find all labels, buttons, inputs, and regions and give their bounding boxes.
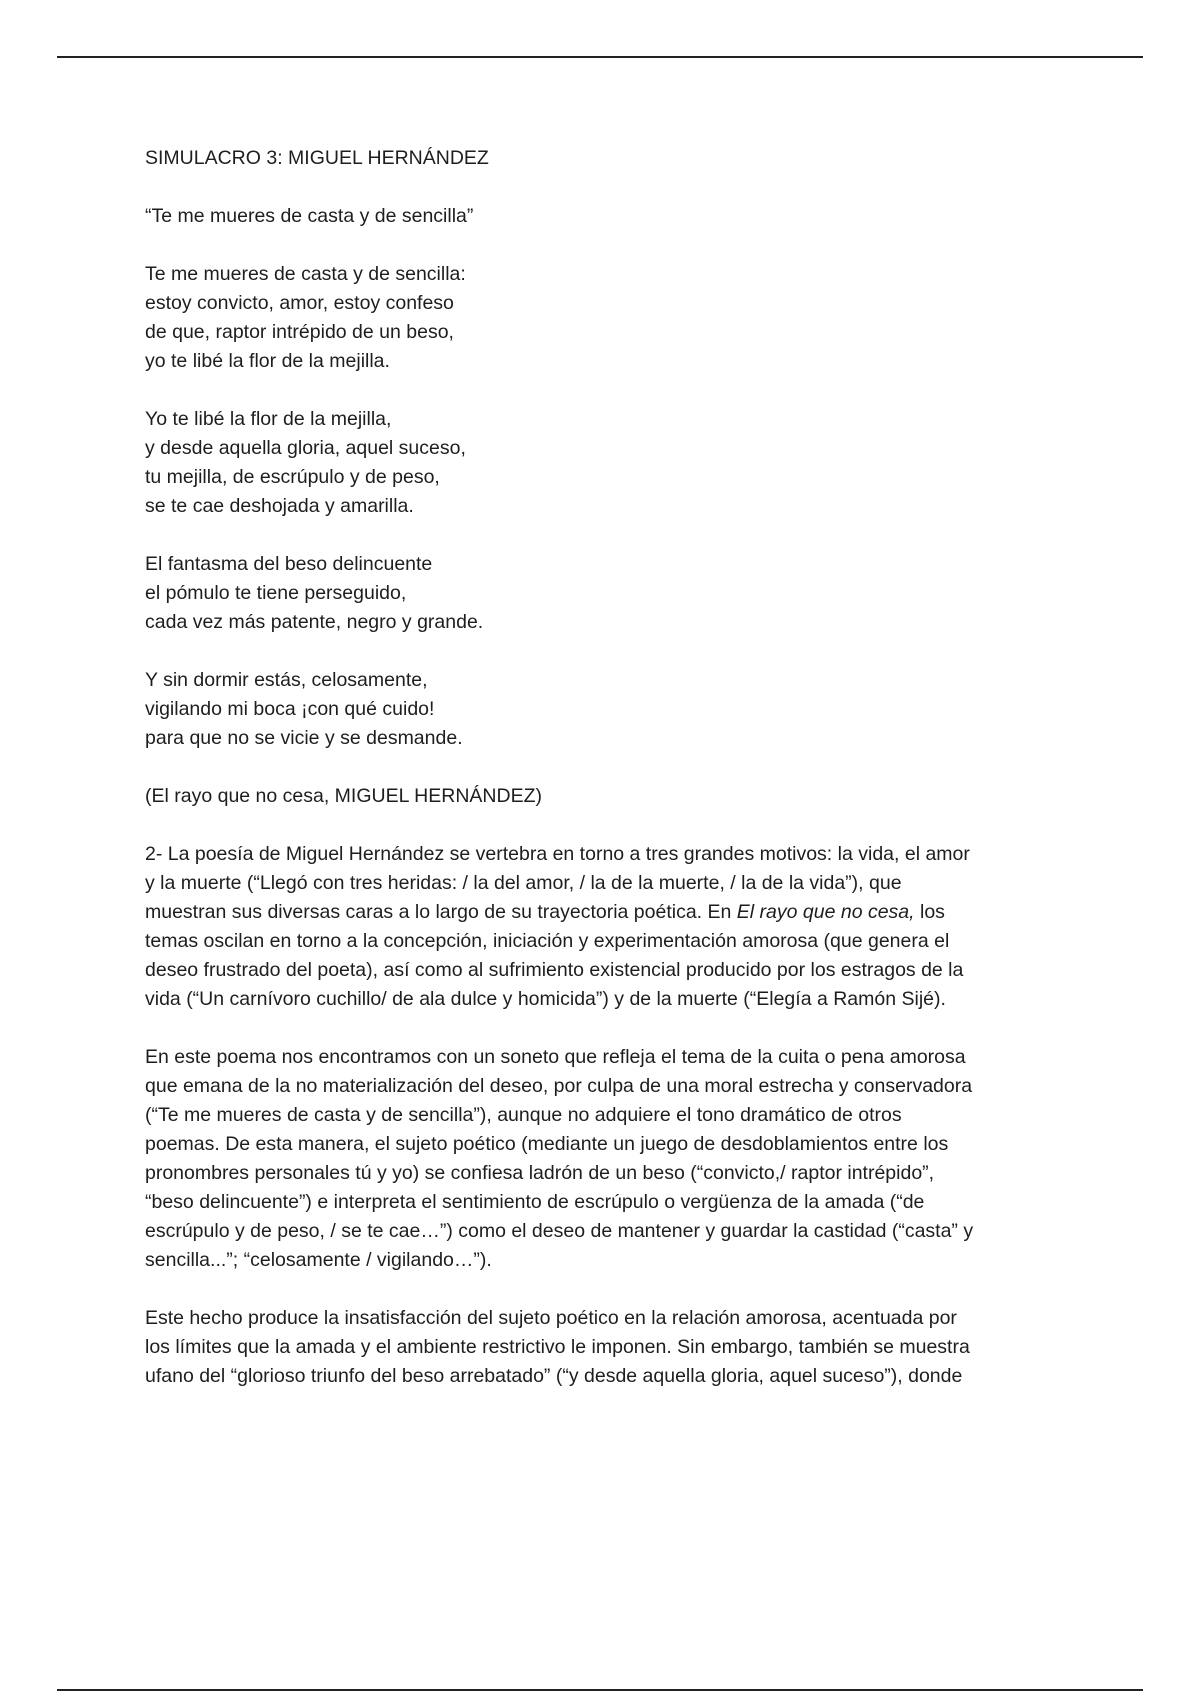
poem-line: vigilando mi boca ¡con qué cuido!: [145, 698, 435, 720]
text-line: sencilla...”; “celosamente / vigilando…”).: [145, 1249, 492, 1271]
document-title: SIMULACRO 3: MIGUEL HERNÁNDEZ: [145, 147, 489, 169]
poem-line: para que no se vicie y se desmande.: [145, 727, 463, 749]
poem-line: y desde aquella gloria, aquel suceso,: [145, 437, 466, 459]
poem-line: se te cae deshojada y amarilla.: [145, 495, 414, 517]
text-line: los límites que la amada y el ambiente restrictivo le imponen. Sin embargo, también se muestra: [145, 1336, 970, 1358]
text-line: y la muerte (“Llegó con tres heridas: / la del amor, / la de la muerte, / la de la vida”), que: [145, 872, 902, 894]
poem-line: de que, raptor intrépido de un beso,: [145, 321, 454, 343]
text-line: En este poema nos encontramos con un soneto que refleja el tema de la cuita o pena amorosa: [145, 1046, 966, 1068]
text-line: que emana de la no materialización del deseo, por culpa de una moral estrecha y conservadora: [145, 1075, 973, 1097]
stanza-3: [145, 550, 1095, 637]
text-fragment: los: [914, 901, 945, 923]
text-line: “beso delincuente”) e interpreta el sentimiento de escrúpulo o vergüenza de la amada (“de: [145, 1191, 925, 1213]
poem-title: “Te me mueres de casta y de sencilla”: [145, 205, 474, 227]
poem-source: (El rayo que no cesa, MIGUEL HERNÁNDEZ): [145, 785, 542, 807]
poem-line: el pómulo te tiene perseguido,: [145, 582, 407, 604]
poem-line: El fantasma del beso delincuente: [145, 553, 433, 575]
text-line: (“Te me mueres de casta y de sencilla”), aunque no adquiere el tono dramático de otros: [145, 1104, 902, 1126]
text-fragment: muestran sus diversas caras a lo largo de su trayectoria poética. En: [145, 901, 737, 923]
paragraph-3: [145, 1304, 1095, 1391]
poem-line: estoy convicto, amor, estoy confeso: [145, 292, 454, 314]
text-line: deseo frustrado del poeta), así como al sufrimiento existencial producido por los estragos de la: [145, 959, 964, 981]
text-line: Este hecho produce la insatisfacción del sujeto poético en la relación amorosa, acentuada por: [145, 1307, 957, 1329]
stanza-4: [145, 666, 1095, 753]
text-line: escrúpulo y de peso, / se te cae…”) como el deseo de mantener y guardar la castidad (“casta” y: [145, 1220, 974, 1242]
text-line: [145, 898, 1095, 927]
document-body: [145, 144, 1095, 1420]
paragraph-1: [145, 840, 1095, 1014]
stanza-1: [145, 260, 1095, 376]
poem-line: Y sin dormir estás, celosamente,: [145, 669, 428, 691]
book-title-italic: El rayo que no cesa,: [736, 901, 915, 923]
poem-line: yo te libé la flor de la mejilla.: [145, 350, 390, 372]
poem-line: cada vez más patente, negro y grande.: [145, 611, 484, 633]
text-line: pronombres personales tú y yo) se confiesa ladrón de un beso (“convicto,/ raptor intrépido”,: [145, 1162, 935, 1184]
poem-line: Yo te libé la flor de la mejilla,: [145, 408, 392, 430]
stanza-2: [145, 405, 1095, 521]
text-line: temas oscilan en torno a la concepción, iniciación y experimentación amorosa (que genera el: [145, 930, 950, 952]
poem-line: Te me mueres de casta y de sencilla:: [145, 263, 466, 285]
text-line: vida (“Un carnívoro cuchillo/ de ala dulce y homicida”) y de la muerte (“Elegía a Ramón Sijé).: [145, 988, 946, 1010]
bottom-divider: [57, 1689, 1143, 1691]
paragraph-2: [145, 1043, 1095, 1275]
top-divider: [57, 56, 1143, 58]
text-line: ufano del “glorioso triunfo del beso arrebatado” (“y desde aquella gloria, aquel suceso”), donde: [145, 1365, 963, 1387]
poem-line: tu mejilla, de escrúpulo y de peso,: [145, 466, 440, 488]
text-line: poemas. De esta manera, el sujeto poético (mediante un juego de desdoblamientos entre los: [145, 1133, 949, 1155]
text-line: 2- La poesía de Miguel Hernández se vertebra en torno a tres grandes motivos: la vida, el amor: [145, 843, 970, 865]
